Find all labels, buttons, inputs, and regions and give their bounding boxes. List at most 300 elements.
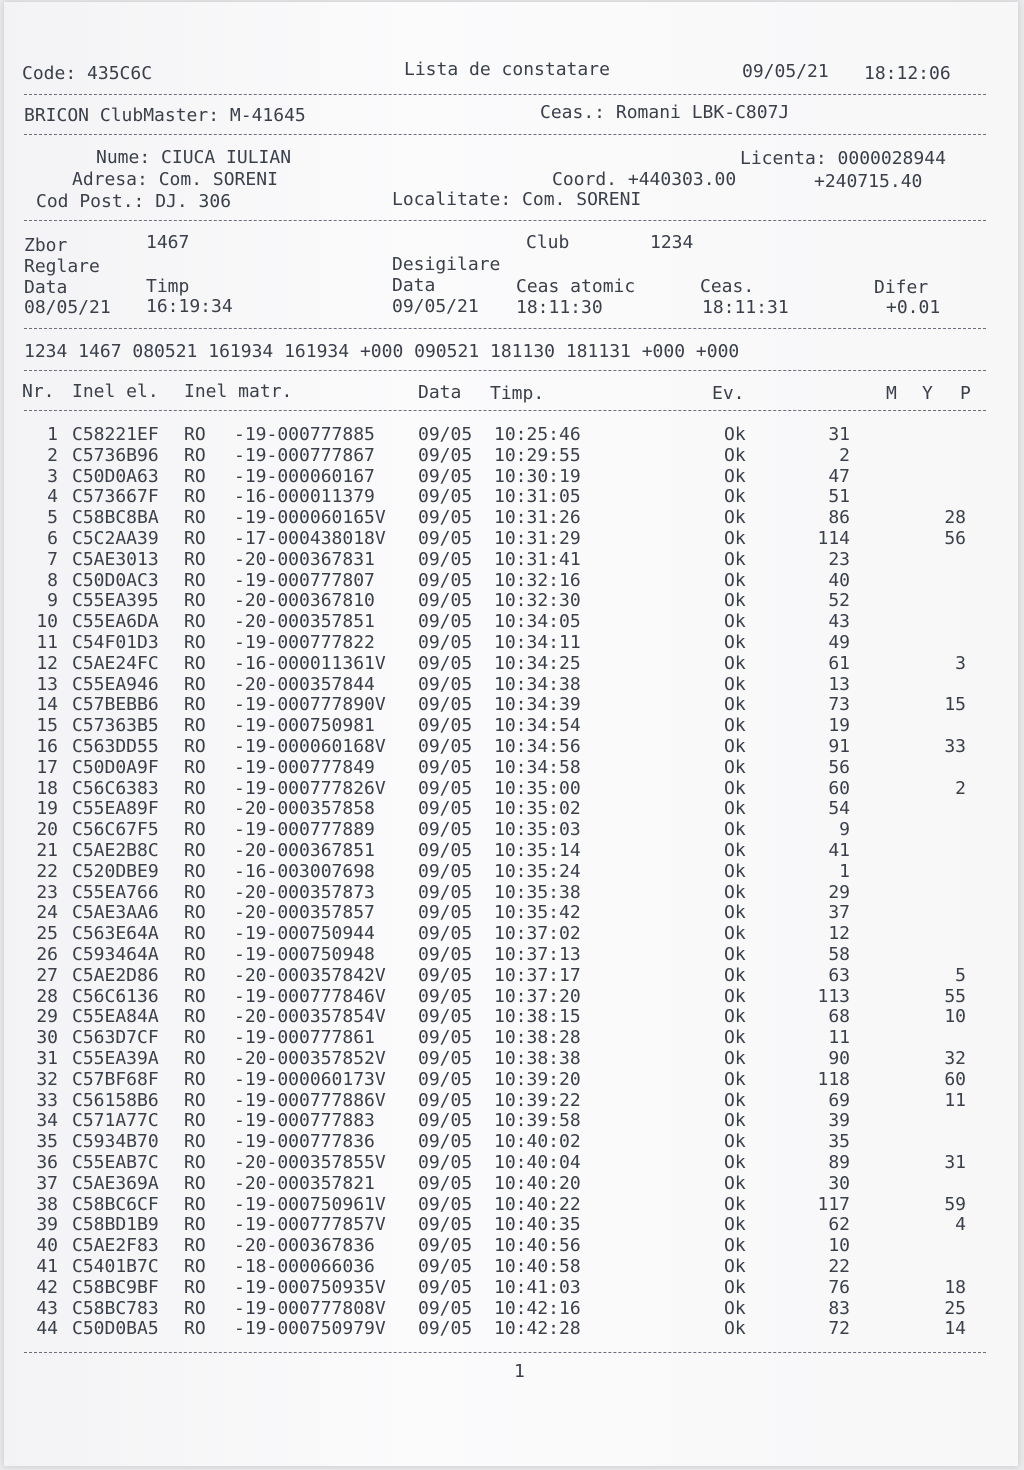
cell-nr: 19 xyxy=(36,798,58,820)
cell-inel-matr: -20-000357821 xyxy=(234,1172,375,1194)
cell-position: 118 xyxy=(817,1068,850,1090)
cell-nr: 29 xyxy=(36,1006,58,1028)
cell-country: RO xyxy=(184,673,206,695)
difference-value: +0.01 xyxy=(886,297,941,318)
table-row xyxy=(4,882,1018,903)
cell-nr: 1 xyxy=(47,424,58,445)
cell-extra: 33 xyxy=(944,736,966,757)
cell-inel-el: C55EA766 xyxy=(72,881,159,903)
cell-timp: 10:31:41 xyxy=(494,548,581,570)
cell-timp: 10:41:03 xyxy=(494,1276,581,1298)
cell-extra: 25 xyxy=(944,1297,966,1319)
cell-data: 09/05 xyxy=(418,1193,473,1215)
cell-inel-matr: -19-000060173V xyxy=(234,1068,386,1090)
cell-ev: Ok xyxy=(724,1110,746,1132)
cell-data: 09/05 xyxy=(418,632,473,653)
cell-inel-el: C5AE2B8C xyxy=(72,840,159,861)
cell-position: 1 xyxy=(839,860,850,882)
cell-inel-el: C56158B6 xyxy=(72,1089,159,1111)
cell-country: RO xyxy=(184,694,206,716)
cell-timp: 10:38:28 xyxy=(494,1027,581,1049)
cell-data: 09/05 xyxy=(418,424,473,445)
cell-inel-el: C593464A xyxy=(72,944,159,965)
cell-position: 29 xyxy=(828,881,850,903)
cell-timp: 10:34:58 xyxy=(494,756,581,778)
cell-inel-matr: -16-000011379 xyxy=(234,486,375,508)
table-row xyxy=(4,466,1018,487)
cell-nr: 23 xyxy=(36,881,58,903)
cell-position: 62 xyxy=(828,1214,850,1236)
clubmaster-id: BRICON ClubMaster: M-41645 xyxy=(24,105,306,126)
table-row xyxy=(4,1048,1018,1069)
cell-position: 76 xyxy=(828,1276,850,1298)
cell-inel-el: C54F01D3 xyxy=(72,632,159,653)
cell-position: 19 xyxy=(828,715,850,737)
cell-position: 68 xyxy=(828,1006,850,1028)
cell-inel-matr: -19-000777890V xyxy=(234,694,386,716)
cell-extra: 31 xyxy=(944,1152,966,1173)
cell-data: 09/05 xyxy=(418,673,473,695)
page-title: Lista de constatare xyxy=(404,59,610,80)
cell-country: RO xyxy=(184,1256,206,1277)
club-value: 1234 xyxy=(650,232,694,253)
cell-nr: 26 xyxy=(36,944,58,965)
cell-inel-matr: -20-000357857 xyxy=(234,902,375,924)
table-row xyxy=(4,1256,1018,1277)
cell-ev: Ok xyxy=(724,528,746,549)
cell-position: 72 xyxy=(828,1318,850,1340)
reglare-data-label: Data xyxy=(24,277,68,298)
table-row xyxy=(4,507,1018,528)
cell-timp: 10:32:16 xyxy=(494,569,581,591)
cell-inel-matr: -19-000750935V xyxy=(234,1276,386,1298)
cell-country: RO xyxy=(184,923,206,945)
cell-nr: 33 xyxy=(36,1089,58,1111)
cell-inel-matr: -16-003007698 xyxy=(234,860,375,882)
cell-nr: 18 xyxy=(36,777,58,799)
cell-data: 09/05 xyxy=(418,1027,473,1049)
cell-country: RO xyxy=(184,632,206,653)
cell-inel-el: C56C67F5 xyxy=(72,819,159,841)
cell-position: 2 xyxy=(839,444,850,466)
cell-inel-el: C5AE2D86 xyxy=(72,964,159,986)
cell-extra: 56 xyxy=(944,528,966,549)
cell-ev: Ok xyxy=(724,777,746,799)
table-row xyxy=(4,590,1018,611)
cell-inel-matr: -19-000777846V xyxy=(234,985,386,1007)
cell-extra: 55 xyxy=(944,985,966,1007)
cell-inel-matr: -19-000777849 xyxy=(234,756,375,778)
col-timp: Timp. xyxy=(490,383,545,404)
table-row xyxy=(4,632,1018,653)
cell-timp: 10:40:58 xyxy=(494,1256,581,1277)
cell-nr: 37 xyxy=(36,1172,58,1194)
cell-country: RO xyxy=(184,1068,206,1090)
col-inel-matr: Inel matr. xyxy=(184,381,293,402)
cell-timp: 10:35:38 xyxy=(494,881,581,903)
cell-nr: 16 xyxy=(36,736,58,757)
locality: Localitate: Com. SORENI xyxy=(392,189,642,210)
cell-ev: Ok xyxy=(724,964,746,986)
cell-nr: 3 xyxy=(47,465,58,487)
print-time: 18:12:06 xyxy=(864,63,951,84)
col-m: M xyxy=(886,383,897,404)
cell-nr: 35 xyxy=(36,1131,58,1153)
cell-ev: Ok xyxy=(724,548,746,570)
reglare-label: Reglare xyxy=(24,256,100,277)
cell-inel-matr: -19-000777861 xyxy=(234,1027,375,1049)
cell-inel-matr: -18-000066036 xyxy=(234,1256,375,1277)
cell-country: RO xyxy=(184,985,206,1007)
cell-timp: 10:37:02 xyxy=(494,923,581,945)
table-row xyxy=(4,674,1018,695)
cell-country: RO xyxy=(184,590,206,612)
table-row xyxy=(4,1235,1018,1256)
cell-data: 09/05 xyxy=(418,1235,473,1257)
cell-data: 09/05 xyxy=(418,944,473,965)
cell-position: 22 xyxy=(828,1256,850,1277)
cell-timp: 10:31:26 xyxy=(494,507,581,529)
cell-data: 09/05 xyxy=(418,860,473,882)
table-row xyxy=(4,528,1018,549)
cell-position: 69 xyxy=(828,1089,850,1111)
cell-ev: Ok xyxy=(724,673,746,695)
cell-timp: 10:34:56 xyxy=(494,736,581,757)
cell-ev: Ok xyxy=(724,1214,746,1236)
cell-inel-matr: -19-000777885 xyxy=(234,424,375,445)
cell-inel-matr: -19-000777883 xyxy=(234,1110,375,1132)
cell-extra: 11 xyxy=(944,1089,966,1111)
cell-data: 09/05 xyxy=(418,819,473,841)
cell-data: 09/05 xyxy=(418,507,473,529)
table-row xyxy=(4,1194,1018,1215)
zbor-value: 1467 xyxy=(146,232,190,253)
desigilare-data-label: Data xyxy=(392,275,436,296)
cell-country: RO xyxy=(184,652,206,674)
cell-inel-matr: -19-000777867 xyxy=(234,444,375,466)
cell-country: RO xyxy=(184,465,206,487)
cell-country: RO xyxy=(184,528,206,549)
cell-inel-el: C5736B96 xyxy=(72,444,159,466)
cell-inel-matr: -19-000750961V xyxy=(234,1193,386,1215)
cell-country: RO xyxy=(184,819,206,841)
cell-nr: 22 xyxy=(36,860,58,882)
cell-inel-matr: -20-000357858 xyxy=(234,798,375,820)
cell-nr: 9 xyxy=(47,590,58,612)
cell-country: RO xyxy=(184,1276,206,1298)
cell-ev: Ok xyxy=(724,1068,746,1090)
cell-extra: 59 xyxy=(944,1193,966,1215)
cell-ev: Ok xyxy=(724,611,746,633)
cell-inel-matr: -20-000357855V xyxy=(234,1152,386,1173)
cell-position: 12 xyxy=(828,923,850,945)
cell-timp: 10:40:35 xyxy=(494,1214,581,1236)
cell-inel-el: C55EAB7C xyxy=(72,1152,159,1173)
cell-timp: 10:34:05 xyxy=(494,611,581,633)
reglare-timp-label: Timp xyxy=(146,276,190,297)
cell-position: 117 xyxy=(817,1193,850,1215)
cell-inel-el: C55EA395 xyxy=(72,590,159,612)
cell-country: RO xyxy=(184,507,206,529)
cell-inel-el: C56C6136 xyxy=(72,985,159,1007)
table-row xyxy=(4,1131,1018,1152)
cell-ev: Ok xyxy=(724,944,746,965)
cell-inel-matr: -19-000777808V xyxy=(234,1297,386,1319)
cell-extra: 4 xyxy=(955,1214,966,1236)
separator-line xyxy=(24,410,986,411)
cell-country: RO xyxy=(184,1131,206,1153)
cell-inel-el: C5AE24FC xyxy=(72,652,159,674)
cell-timp: 10:34:11 xyxy=(494,632,581,653)
print-date: 09/05/21 xyxy=(742,61,829,82)
cell-inel-el: C573667F xyxy=(72,486,159,508)
cell-inel-matr: -17-000438018V xyxy=(234,528,386,549)
cell-inel-el: C57BEBB6 xyxy=(72,694,159,716)
table-row xyxy=(4,840,1018,861)
cell-nr: 13 xyxy=(36,673,58,695)
cell-nr: 34 xyxy=(36,1110,58,1132)
cell-nr: 32 xyxy=(36,1068,58,1090)
cell-inel-el: C57363B5 xyxy=(72,715,159,737)
table-row xyxy=(4,653,1018,674)
cell-nr: 39 xyxy=(36,1214,58,1236)
reglare-date: 08/05/21 xyxy=(24,297,111,318)
zbor-label: Zbor xyxy=(24,235,68,256)
cell-ev: Ok xyxy=(724,1318,746,1340)
cell-timp: 10:35:03 xyxy=(494,819,581,841)
table-row xyxy=(4,736,1018,757)
cell-position: 39 xyxy=(828,1110,850,1132)
cell-nr: 11 xyxy=(36,632,58,653)
cell-country: RO xyxy=(184,1089,206,1111)
cell-ev: Ok xyxy=(724,424,746,445)
cell-country: RO xyxy=(184,1235,206,1257)
cell-ev: Ok xyxy=(724,1172,746,1194)
owner-address: Adresa: Com. SORENI xyxy=(72,169,278,190)
table-row xyxy=(4,798,1018,819)
cell-data: 09/05 xyxy=(418,569,473,591)
cell-ev: Ok xyxy=(724,1027,746,1049)
cell-ev: Ok xyxy=(724,1276,746,1298)
coordinates-longitude: +240715.40 xyxy=(814,171,923,192)
separator-line xyxy=(24,134,986,135)
cell-data: 09/05 xyxy=(418,902,473,924)
cell-inel-matr: -20-000357844 xyxy=(234,673,375,695)
cell-inel-el: C50D0A9F xyxy=(72,756,159,778)
cell-country: RO xyxy=(184,736,206,757)
separator-line xyxy=(24,220,986,221)
cell-timp: 10:42:28 xyxy=(494,1318,581,1340)
cell-position: 10 xyxy=(828,1235,850,1257)
cell-country: RO xyxy=(184,840,206,861)
cell-nr: 30 xyxy=(36,1027,58,1049)
cell-inel-matr: -19-000750944 xyxy=(234,923,375,945)
cell-timp: 10:37:20 xyxy=(494,985,581,1007)
cell-nr: 25 xyxy=(36,923,58,945)
cell-nr: 31 xyxy=(36,1048,58,1069)
cell-extra: 3 xyxy=(955,652,966,674)
cell-inel-el: C5C2AA39 xyxy=(72,528,159,549)
cell-timp: 10:31:29 xyxy=(494,528,581,549)
separator-line xyxy=(24,370,986,371)
cell-position: 58 xyxy=(828,944,850,965)
cell-country: RO xyxy=(184,611,206,633)
table-row xyxy=(4,570,1018,591)
cell-country: RO xyxy=(184,860,206,882)
clock-label: Ceas. xyxy=(700,276,755,297)
table-row xyxy=(4,1173,1018,1194)
code-label: Code: 435C6C xyxy=(22,63,153,84)
cell-position: 54 xyxy=(828,798,850,820)
cell-ev: Ok xyxy=(724,444,746,466)
license-number: Licenta: 0000028944 xyxy=(740,148,946,169)
cell-country: RO xyxy=(184,1152,206,1173)
cell-timp: 10:37:13 xyxy=(494,944,581,965)
cell-ev: Ok xyxy=(724,1235,746,1257)
cell-position: 49 xyxy=(828,632,850,653)
cell-nr: 21 xyxy=(36,840,58,861)
cell-position: 47 xyxy=(828,465,850,487)
cell-nr: 17 xyxy=(36,756,58,778)
cell-country: RO xyxy=(184,756,206,778)
cell-inel-el: C50D0A63 xyxy=(72,465,159,487)
cell-position: 83 xyxy=(828,1297,850,1319)
cell-country: RO xyxy=(184,944,206,965)
cell-timp: 10:34:54 xyxy=(494,715,581,737)
cell-extra: 10 xyxy=(944,1006,966,1028)
summary-line: 1234 1467 080521 161934 161934 +000 090521 181130 181131 +000 +000 xyxy=(24,341,740,362)
cell-inel-el: C563DD55 xyxy=(72,736,159,757)
table-row xyxy=(4,965,1018,986)
cell-position: 89 xyxy=(828,1152,850,1173)
table-row xyxy=(4,757,1018,778)
cell-timp: 10:35:02 xyxy=(494,798,581,820)
cell-nr: 40 xyxy=(36,1235,58,1257)
cell-ev: Ok xyxy=(724,1297,746,1319)
cell-inel-el: C58BC783 xyxy=(72,1297,159,1319)
cell-data: 09/05 xyxy=(418,777,473,799)
cell-data: 09/05 xyxy=(418,1152,473,1173)
cell-position: 31 xyxy=(828,424,850,445)
cell-data: 09/05 xyxy=(418,444,473,466)
cell-inel-el: C5AE3013 xyxy=(72,548,159,570)
cell-ev: Ok xyxy=(724,1131,746,1153)
cell-country: RO xyxy=(184,964,206,986)
page-number: 1 xyxy=(514,1361,525,1382)
table-row xyxy=(4,1006,1018,1027)
cell-inel-el: C55EA946 xyxy=(72,673,159,695)
cell-nr: 24 xyxy=(36,902,58,924)
table-row xyxy=(4,1110,1018,1131)
table-row xyxy=(4,986,1018,1007)
cell-inel-el: C571A77C xyxy=(72,1110,159,1132)
cell-timp: 10:29:55 xyxy=(494,444,581,466)
cell-country: RO xyxy=(184,548,206,570)
cell-inel-matr: -19-000777822 xyxy=(234,632,375,653)
separator-line xyxy=(24,1352,986,1353)
clock-id: Ceas.: Romani LBK-C807J xyxy=(540,102,790,123)
cell-data: 09/05 xyxy=(418,465,473,487)
printout-page xyxy=(4,2,1018,1466)
cell-country: RO xyxy=(184,1172,206,1194)
cell-nr: 10 xyxy=(36,611,58,633)
cell-country: RO xyxy=(184,569,206,591)
cell-data: 09/05 xyxy=(418,1110,473,1132)
cell-timp: 10:40:02 xyxy=(494,1131,581,1153)
cell-country: RO xyxy=(184,881,206,903)
cell-position: 13 xyxy=(828,673,850,695)
cell-inel-matr: -20-000357842V xyxy=(234,964,386,986)
cell-timp: 10:40:22 xyxy=(494,1193,581,1215)
cell-data: 09/05 xyxy=(418,1006,473,1028)
table-row xyxy=(4,611,1018,632)
clock-time: 18:11:31 xyxy=(702,297,789,318)
cell-inel-el: C5934B70 xyxy=(72,1131,159,1153)
cell-data: 09/05 xyxy=(418,694,473,716)
cell-position: 52 xyxy=(828,590,850,612)
cell-inel-el: C5401B7C xyxy=(72,1256,159,1277)
cell-position: 41 xyxy=(828,840,850,861)
cell-position: 11 xyxy=(828,1027,850,1049)
cell-extra: 60 xyxy=(944,1068,966,1090)
cell-data: 09/05 xyxy=(418,964,473,986)
cell-ev: Ok xyxy=(724,840,746,861)
cell-data: 09/05 xyxy=(418,881,473,903)
col-data: Data xyxy=(418,382,462,403)
cell-inel-matr: -19-000750981 xyxy=(234,715,375,737)
cell-inel-el: C58BC6CF xyxy=(72,1193,159,1215)
cell-inel-matr: -20-000357873 xyxy=(234,881,375,903)
cell-inel-matr: -19-000777836 xyxy=(234,1131,375,1153)
difference-label: Difer xyxy=(874,277,929,298)
table-row xyxy=(4,861,1018,882)
cell-inel-el: C563D7CF xyxy=(72,1027,159,1049)
cell-inel-el: C58BC9BF xyxy=(72,1276,159,1298)
cell-country: RO xyxy=(184,424,206,445)
cell-data: 09/05 xyxy=(418,1214,473,1236)
cell-inel-el: C5AE369A xyxy=(72,1172,159,1194)
cell-nr: 5 xyxy=(47,507,58,529)
cell-nr: 15 xyxy=(36,715,58,737)
table-row xyxy=(4,1214,1018,1235)
table-row xyxy=(4,445,1018,466)
cell-country: RO xyxy=(184,1006,206,1028)
cell-timp: 10:34:38 xyxy=(494,673,581,695)
cell-timp: 10:42:16 xyxy=(494,1297,581,1319)
cell-data: 09/05 xyxy=(418,548,473,570)
desigilare-label: Desigilare xyxy=(392,254,501,275)
cell-inel-el: C57BF68F xyxy=(72,1068,159,1090)
cell-inel-el: C58BD1B9 xyxy=(72,1214,159,1236)
cell-position: 23 xyxy=(828,548,850,570)
cell-position: 37 xyxy=(828,902,850,924)
col-inel-el: Inel el. xyxy=(72,381,159,402)
cell-ev: Ok xyxy=(724,632,746,653)
cell-inel-matr: -20-000367810 xyxy=(234,590,375,612)
cell-ev: Ok xyxy=(724,465,746,487)
cell-inel-matr: -19-000777857V xyxy=(234,1214,386,1236)
cell-country: RO xyxy=(184,715,206,737)
cell-nr: 7 xyxy=(47,548,58,570)
cell-ev: Ok xyxy=(724,798,746,820)
cell-inel-el: C55EA6DA xyxy=(72,611,159,633)
cell-country: RO xyxy=(184,1214,206,1236)
cell-inel-el: C55EA89F xyxy=(72,798,159,820)
table-row xyxy=(4,1318,1018,1339)
cell-ev: Ok xyxy=(724,715,746,737)
cell-ev: Ok xyxy=(724,694,746,716)
cell-inel-matr: -19-000060165V xyxy=(234,507,386,529)
